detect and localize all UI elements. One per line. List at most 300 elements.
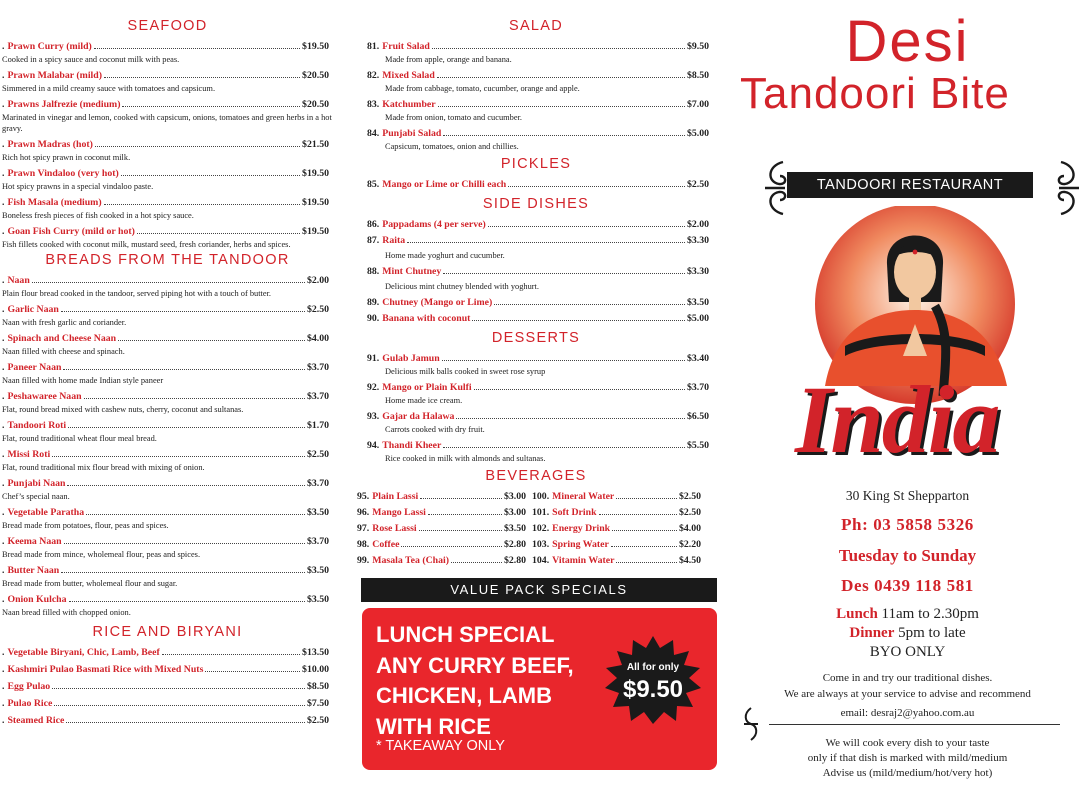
menu-item-row xyxy=(530,490,705,504)
menu-item xyxy=(355,127,717,152)
menu-item-row xyxy=(530,554,705,568)
menu-item xyxy=(530,506,705,520)
item-name: Fruit Salad xyxy=(382,41,430,52)
menu-item xyxy=(0,274,335,299)
brand-title-desi: Desi xyxy=(845,9,970,74)
item-description: Rice cooked in milk with almonds and sultanas. xyxy=(385,454,546,463)
item-name: Garlic Naan xyxy=(7,304,59,315)
menu-item-row xyxy=(0,564,335,578)
item-name: Naan xyxy=(7,275,30,286)
leader-dots xyxy=(67,485,305,486)
menu-item-row xyxy=(0,138,335,152)
seafood-list xyxy=(0,40,335,250)
item-description: Bread made from potatoes, flour, peas and spices. xyxy=(2,521,169,530)
item-name: Keema Naan xyxy=(7,536,62,547)
leader-dots xyxy=(437,77,685,78)
menu-item xyxy=(355,352,717,377)
leader-dots xyxy=(63,369,305,370)
opening-days: Tuesday to Sunday xyxy=(838,546,977,565)
leader-dots xyxy=(442,360,685,361)
item-number: . xyxy=(2,681,5,692)
badge-caption: All for only xyxy=(626,662,680,673)
menu-item-row xyxy=(355,506,530,520)
item-name: Prawn Malabar (mild) xyxy=(7,70,102,81)
menu-item-row xyxy=(355,265,717,279)
leader-dots xyxy=(52,688,305,689)
item-description: Boneless fresh pieces of fish cooked in a hot spicy sauce. xyxy=(2,211,194,220)
leader-dots xyxy=(121,175,300,176)
menu-item-row xyxy=(355,554,530,568)
item-name: Onion Kulcha xyxy=(7,594,67,605)
menu-item-row xyxy=(0,697,335,711)
menu-item xyxy=(0,419,335,444)
leader-dots xyxy=(443,447,685,448)
menu-item xyxy=(355,522,530,536)
leader-dots xyxy=(611,546,677,547)
menu-item xyxy=(0,225,335,250)
item-number: . xyxy=(2,565,5,576)
item-price: $3.50 xyxy=(306,565,329,576)
item-price: $3.50 xyxy=(306,594,329,605)
dinner-hours-row xyxy=(735,624,1080,643)
menu-item-row xyxy=(0,680,335,694)
ornament-right-icon xyxy=(1053,158,1080,218)
rice-list xyxy=(0,646,335,728)
menu-item xyxy=(530,490,705,504)
dinner-hours: 5pm to late xyxy=(898,625,966,641)
item-name: Mango or Plain Kulfi xyxy=(382,382,472,393)
menu-item xyxy=(0,69,335,94)
leader-dots xyxy=(420,498,502,499)
item-price: $10.00 xyxy=(302,664,329,675)
menu-item-row xyxy=(355,296,717,310)
item-name: Pappadams (4 per serve) xyxy=(382,219,486,230)
item-number: . xyxy=(2,197,5,208)
menu-item-row xyxy=(355,234,717,248)
address: 30 King St Shepparton xyxy=(845,488,970,503)
item-name: Prawns Jalfrezie (medium) xyxy=(7,99,121,110)
leader-dots xyxy=(508,186,685,187)
menu-item xyxy=(0,646,335,660)
item-description: Flat, round traditional wheat flour meal bread. xyxy=(2,434,157,443)
item-price: $7.00 xyxy=(686,99,709,110)
item-price: $20.50 xyxy=(302,99,329,110)
item-number: 85. xyxy=(367,179,380,190)
menu-item xyxy=(0,390,335,415)
item-description: Rich hot spicy prawn in coconut milk. xyxy=(2,153,131,162)
lunch-special-box xyxy=(362,608,717,770)
lunch-special-text xyxy=(376,620,574,742)
beverages-right-list xyxy=(530,490,705,570)
item-name: Prawn Vindaloo (very hot) xyxy=(7,168,119,179)
menu-item xyxy=(530,522,705,536)
item-number: 94. xyxy=(367,440,380,451)
menu-item-row xyxy=(0,98,335,112)
item-price: $5.00 xyxy=(686,313,709,324)
item-price: $19.50 xyxy=(302,168,329,179)
menu-item-row xyxy=(355,381,717,395)
menu-item xyxy=(0,138,335,163)
item-number: . xyxy=(2,99,5,110)
item-name: Vegetable Biryani, Chic, Lamb, Beef xyxy=(7,647,160,658)
leader-dots xyxy=(52,456,305,457)
item-price: $4.00 xyxy=(678,523,701,534)
item-name: Missi Roti xyxy=(7,449,51,460)
item-name: Vitamin Water xyxy=(552,555,615,566)
item-price: $5.00 xyxy=(686,128,709,139)
item-number: 91. xyxy=(367,353,380,364)
item-price: $2.50 xyxy=(678,491,701,502)
item-description: Carrots cooked with dry fruit. xyxy=(385,425,485,434)
welcome-line: Come in and try our traditional dishes. xyxy=(822,672,993,684)
email: email: desraj2@yahoo.com.au xyxy=(840,707,975,719)
item-description: Flat, round traditional mix flour bread with mixing of onion. xyxy=(2,463,205,472)
menu-item xyxy=(355,506,530,520)
item-price: $4.00 xyxy=(306,333,329,344)
menu-item-row xyxy=(0,361,335,375)
welcome-line: We are always at your service to advise and recommend xyxy=(784,688,1031,700)
lunch-line: LUNCH SPECIAL xyxy=(376,622,555,647)
side-dishes-list xyxy=(355,218,717,326)
menu-item xyxy=(355,554,530,568)
item-name: Tandoori Roti xyxy=(7,420,67,431)
item-number: . xyxy=(2,333,5,344)
item-name: Gajar da Halawa xyxy=(382,411,455,422)
menu-item-row xyxy=(530,506,705,520)
item-description: Chef’s special naan. xyxy=(2,492,70,501)
menu-item-row xyxy=(355,439,717,453)
section-title-breads: BREADS FROM THE TANDOOR xyxy=(45,252,290,268)
desserts-list xyxy=(355,352,717,464)
menu-item xyxy=(0,697,335,711)
menu-item xyxy=(355,538,530,552)
section-title-beverages: BEVERAGES xyxy=(485,468,587,484)
menu-item xyxy=(0,303,335,328)
item-number: . xyxy=(2,698,5,709)
leader-dots xyxy=(419,530,502,531)
item-name: Coffee xyxy=(372,539,400,550)
menu-item xyxy=(0,40,335,65)
menu-item-row xyxy=(355,410,717,424)
leader-dots xyxy=(69,601,305,602)
item-price: $3.70 xyxy=(306,362,329,373)
leader-dots xyxy=(474,389,685,390)
item-number: . xyxy=(2,664,5,675)
item-name: Masala Tea (Chai) xyxy=(372,555,449,566)
item-number: . xyxy=(2,507,5,518)
item-name: Goan Fish Curry (mild or hot) xyxy=(7,226,135,237)
menu-item-row xyxy=(355,490,530,504)
item-description: Bread made from butter, wholemeal flour and sugar. xyxy=(2,579,178,588)
item-number: . xyxy=(2,168,5,179)
leader-dots xyxy=(428,514,502,515)
item-number: . xyxy=(2,715,5,726)
item-number: . xyxy=(2,391,5,402)
item-number: 86. xyxy=(367,219,380,230)
menu-item xyxy=(355,234,717,261)
item-number: 98. xyxy=(357,539,370,550)
lunch-line: WITH RICE xyxy=(376,713,491,739)
menu-item xyxy=(355,218,717,232)
lunch-hours: 11am to 2.30pm xyxy=(881,606,979,622)
menu-item-row xyxy=(0,274,335,288)
menu-item xyxy=(0,332,335,357)
menu-item xyxy=(0,506,335,531)
menu-item xyxy=(0,196,335,221)
menu-item xyxy=(530,538,705,552)
menu-item xyxy=(0,663,335,677)
menu-item-row xyxy=(0,390,335,404)
item-price: $2.50 xyxy=(306,449,329,460)
item-number: 83. xyxy=(367,99,380,110)
item-number: 99. xyxy=(357,555,370,566)
item-description: Delicious mint chutney blended with yoghurt. xyxy=(385,282,539,291)
menu-item xyxy=(355,40,717,65)
item-number: 97. xyxy=(357,523,370,534)
menu-item-row xyxy=(355,538,530,552)
item-number: 101. xyxy=(532,507,550,518)
item-number: 103. xyxy=(532,539,550,550)
item-number: 104. xyxy=(532,555,550,566)
menu-item-row xyxy=(355,218,717,232)
menu-item-row xyxy=(0,167,335,181)
menu-item-row xyxy=(355,69,717,83)
menu-item xyxy=(0,564,335,589)
leader-dots xyxy=(616,498,677,499)
menu-item-row xyxy=(0,40,335,54)
menu-item-row xyxy=(0,714,335,728)
item-description: Fish fillets cooked with coconut milk, mustard seed, fresh coriander, herbs and spices. xyxy=(2,240,291,249)
menu-item-row xyxy=(355,40,717,54)
item-price: $2.80 xyxy=(503,555,526,566)
menu-item xyxy=(355,69,717,94)
lunch-line: ANY CURRY BEEF, xyxy=(376,652,574,678)
item-price: $5.50 xyxy=(686,440,709,451)
leader-dots xyxy=(95,146,300,147)
item-price: $2.50 xyxy=(678,507,701,518)
item-name: Peshawaree Naan xyxy=(7,391,82,402)
item-price: $21.50 xyxy=(302,139,329,150)
menu-item xyxy=(0,361,335,386)
item-description: Cooked in a spicy sauce and coconut milk with peas. xyxy=(2,55,180,64)
leader-dots xyxy=(94,48,300,49)
item-price: $3.40 xyxy=(686,353,709,364)
item-price: $19.50 xyxy=(302,41,329,52)
item-name: Prawn Madras (hot) xyxy=(7,139,93,150)
menu-item-row xyxy=(0,419,335,433)
item-name: Soft Drink xyxy=(552,507,597,518)
section-title-side-dishes: SIDE DISHES xyxy=(482,196,590,212)
advice-line: only if that dish is marked with mild/medium xyxy=(807,752,1008,764)
item-price: $3.50 xyxy=(503,523,526,534)
leader-dots xyxy=(407,242,685,243)
item-price: $2.20 xyxy=(678,539,701,550)
leader-dots xyxy=(205,671,300,672)
menu-item-row xyxy=(0,69,335,83)
item-number: 82. xyxy=(367,70,380,81)
item-number: 100. xyxy=(532,491,550,502)
menu-item xyxy=(355,410,717,435)
item-price: $19.50 xyxy=(302,197,329,208)
right-column xyxy=(735,0,1080,808)
item-description: Made from onion, tomato and cucumber. xyxy=(385,113,522,122)
item-name: Punjabi Naan xyxy=(7,478,66,489)
item-price: $3.50 xyxy=(306,507,329,518)
leader-dots xyxy=(488,226,685,227)
leader-dots xyxy=(599,514,677,515)
byo-note: BYO ONLY xyxy=(869,644,946,660)
menu-item-row xyxy=(530,522,705,536)
menu-item xyxy=(355,98,717,123)
leader-dots xyxy=(32,282,305,283)
menu-item xyxy=(355,381,717,406)
advice-line: Advise us (mild/medium/hot/very hot) xyxy=(822,767,993,779)
leader-dots xyxy=(84,398,305,399)
menu-item-row xyxy=(0,663,335,677)
menu-item xyxy=(0,593,335,618)
menu-item xyxy=(0,477,335,502)
menu-item xyxy=(0,680,335,694)
item-number: . xyxy=(2,275,5,286)
item-number: . xyxy=(2,449,5,460)
leader-dots xyxy=(122,106,300,107)
leader-dots xyxy=(612,530,677,531)
item-name: Egg Pulao xyxy=(7,681,51,692)
item-price: $2.00 xyxy=(306,275,329,286)
item-name: Raita xyxy=(382,235,406,246)
pickles-list xyxy=(355,178,717,192)
menu-item-row xyxy=(0,477,335,491)
salad-list xyxy=(355,40,717,152)
item-name: Butter Naan xyxy=(7,565,60,576)
item-price: $3.70 xyxy=(686,382,709,393)
beverages-table xyxy=(355,490,717,570)
item-price: $2.00 xyxy=(686,219,709,230)
menu-item-row xyxy=(355,127,717,141)
item-name: Spinach and Cheese Naan xyxy=(7,333,117,344)
item-price: $3.30 xyxy=(686,266,709,277)
item-number: 89. xyxy=(367,297,380,308)
item-name: Paneer Naan xyxy=(7,362,62,373)
item-name: Katchumber xyxy=(382,99,436,110)
middle-column xyxy=(355,0,717,770)
lunch-line: CHICKEN, LAMB xyxy=(376,683,552,708)
item-description: Naan filled with home made Indian style paneer xyxy=(2,376,164,385)
item-number: . xyxy=(2,594,5,605)
menu-item-row xyxy=(355,312,717,326)
leader-dots xyxy=(118,340,305,341)
menu-item xyxy=(530,554,705,568)
item-number: . xyxy=(2,536,5,547)
item-name: Kashmiri Pulao Basmati Rice with Mixed Nuts xyxy=(7,664,204,675)
menu-item xyxy=(0,448,335,473)
item-name: Mixed Salad xyxy=(382,70,435,81)
item-price: $20.50 xyxy=(302,70,329,81)
menu-item-row xyxy=(0,196,335,210)
item-name: Prawn Curry (mild) xyxy=(7,41,92,52)
item-name: Mango or Lime or Chilli each xyxy=(382,179,507,190)
menu-item xyxy=(355,312,717,326)
item-price: $3.00 xyxy=(503,491,526,502)
menu-item-row xyxy=(0,593,335,607)
item-name: Mineral Water xyxy=(552,491,615,502)
item-price: $2.50 xyxy=(306,715,329,726)
item-number: 81. xyxy=(367,41,380,52)
menu-item-row xyxy=(0,303,335,317)
leader-dots xyxy=(401,546,502,547)
item-price: $3.00 xyxy=(503,507,526,518)
item-price: $3.70 xyxy=(306,536,329,547)
welcome-note xyxy=(735,670,1080,702)
dinner-label: Dinner xyxy=(849,625,895,641)
item-description: Capsicum, tomatoes, onion and chillies. xyxy=(385,142,519,151)
menu-item xyxy=(0,167,335,192)
item-number: 95. xyxy=(357,491,370,502)
leader-dots xyxy=(104,204,300,205)
item-description: Naan filled with cheese and spinach. xyxy=(2,347,125,356)
item-description: Bread made from mince, wholemeal flour, peas and spices. xyxy=(2,550,201,559)
item-number: . xyxy=(2,226,5,237)
item-number: . xyxy=(2,478,5,489)
menu-item-row xyxy=(355,98,717,112)
menu-item xyxy=(0,535,335,560)
menu-item xyxy=(355,296,717,310)
item-number: . xyxy=(2,304,5,315)
item-price: $3.70 xyxy=(306,391,329,402)
leader-dots xyxy=(64,543,305,544)
menu-item-row xyxy=(0,506,335,520)
lunch-hours-row xyxy=(735,605,1080,624)
item-name: Gulab Jamun xyxy=(382,353,440,364)
value-pack-banner: VALUE PACK SPECIALS xyxy=(361,578,717,602)
menu-item xyxy=(355,439,717,464)
leader-dots xyxy=(432,48,685,49)
section-title-pickles: PICKLES xyxy=(500,156,572,172)
item-number: . xyxy=(2,362,5,373)
leader-dots xyxy=(616,562,676,563)
menu-item-row xyxy=(0,225,335,239)
leader-dots xyxy=(438,106,685,107)
item-number: . xyxy=(2,41,5,52)
menu-item xyxy=(0,98,335,134)
item-description: Hot spicy prawns in a special vindaloo paste. xyxy=(2,182,154,191)
beverages-left-list xyxy=(355,490,530,570)
item-price: $9.50 xyxy=(686,41,709,52)
item-name: Punjabi Salad xyxy=(382,128,442,139)
item-price: $8.50 xyxy=(686,70,709,81)
menu-item-row xyxy=(355,352,717,366)
item-price: $2.50 xyxy=(686,179,709,190)
item-name: Pulao Rice xyxy=(7,698,53,709)
leader-dots xyxy=(443,135,685,136)
item-number: 93. xyxy=(367,411,380,422)
leader-dots xyxy=(104,77,300,78)
section-title-rice: RICE AND BIRYANI xyxy=(92,624,243,640)
menu-item xyxy=(0,714,335,728)
item-price: $2.50 xyxy=(306,304,329,315)
leader-dots xyxy=(137,233,300,234)
leader-dots xyxy=(162,654,300,655)
menu-item-row xyxy=(0,448,335,462)
leader-dots xyxy=(61,311,305,312)
divider xyxy=(769,724,1060,725)
leader-dots xyxy=(451,562,502,563)
menu-item-row xyxy=(0,332,335,346)
item-description: Marinated in vinegar and lemon, cooked with capsicum, onions, tomatoes and green herbs in a hot gravy. xyxy=(2,113,332,133)
item-price: $3.30 xyxy=(686,235,709,246)
menu-item xyxy=(355,178,717,192)
item-description: Flat, round bread mixed with cashew nuts, cherry, coconut and sultanas. xyxy=(2,405,244,414)
